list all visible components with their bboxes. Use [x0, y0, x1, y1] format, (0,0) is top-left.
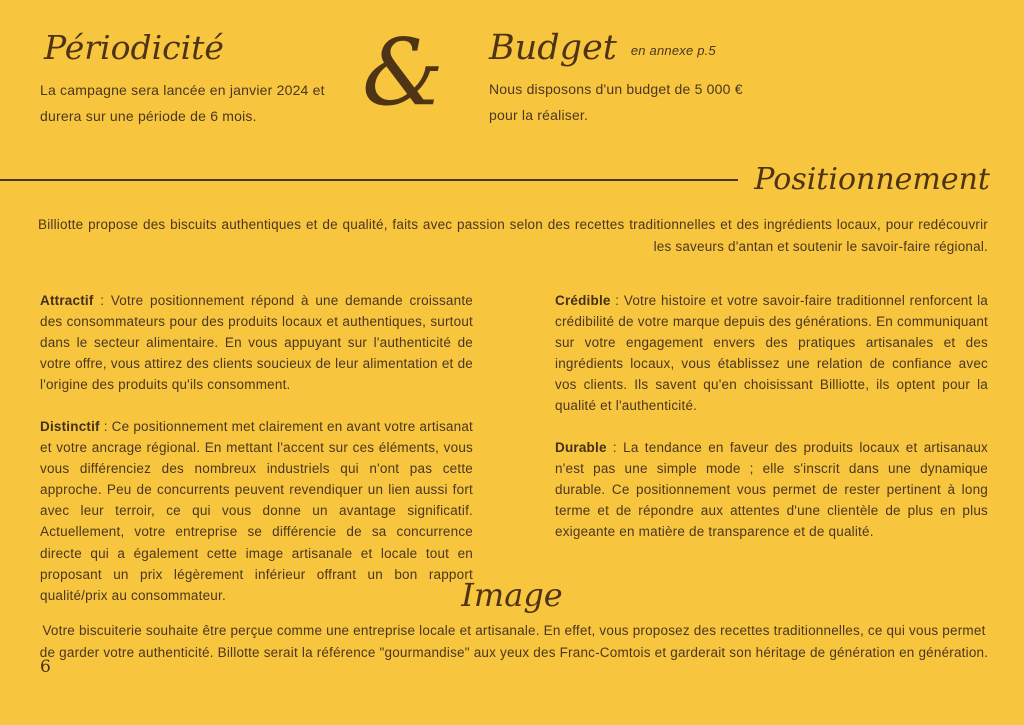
ampersand-glyph: &	[362, 19, 444, 126]
point-label: Durable	[555, 440, 607, 456]
point-text: : Votre histoire et votre savoir-faire traditionnel renforcent la crédibilité de votre marque depuis des générations. En communiquant sur votre engagement envers des pratiques artisanales et des ingrédients locaux, vous établissez une relation de confiance avec vos clients. Ils savent qu'en choisissant Billiotte, ils optent pour la qualité et l'authenticité.	[555, 293, 988, 414]
left-column	[40, 290, 473, 606]
page-number: 6	[40, 657, 51, 677]
positionnement-intro: Billiotte propose des biscuits authentiques et de qualité, faits avec passion selon des recettes traditionnelles et des ingrédients locaux, pour redécouvrir les saveurs d'antan et soutenir le savoir-faire régional.	[38, 217, 988, 255]
point-text: : La tendance en faveur des produits locaux et artisanaux n'est pas une simple mode ; elle s'inscrit dans une dynamique durable. Ce positionnement vous permet de rester pertinent à long terme et de répondre aux attentes d'une clientèle de plus en plus exigeante en matière de transparence et de qualité.	[555, 440, 988, 540]
budget-title: Budget	[489, 28, 617, 68]
image-body: Votre biscuiterie souhaite être perçue comme une entreprise locale et artisanale. En effet, vous proposez des recettes traditionnelles, ce qui vous permet de garder votre authenticité. Billotte serait la référence "gourmandise" aux yeux des Franc-Comtois et garderait son héritage de génération en génération.	[39, 623, 989, 660]
periodicite-section	[40, 30, 370, 130]
positionnement-columns	[40, 290, 988, 606]
divider-line	[0, 179, 738, 181]
point-durable	[555, 437, 988, 542]
periodicite-body: La campagne sera lancée en janvier 2024 et durera sur une période de 6 mois.	[40, 82, 325, 125]
image-title: Image	[461, 576, 563, 614]
point-attractif	[40, 290, 473, 395]
point-label: Attractif	[40, 293, 94, 308]
image-section	[0, 576, 1024, 664]
budget-body: Nous disposons d'un budget de 5 000 € pour la réaliser.	[489, 80, 743, 123]
positionnement-header	[0, 134, 990, 226]
positionnement-title: Positionnement	[754, 161, 990, 197]
budget-section	[489, 30, 909, 129]
point-text: : Votre positionnement répond à une demande croissante des consommateurs pour des produits locaux et authentiques, surtout dans le secteur alimentaire. En vous appuyant sur l'authenticité de votre offre, vous attirez des clients soucieux de leur alimentation et de l'origine des produits qu'ils consomment.	[40, 293, 473, 393]
point-text: : Ce positionnement met clairement en avant votre artisanat et votre ancrage régional. En mettant l'accent sur ces éléments, vous vous différenciez des nombreux industriels qui n'ont pas cette approche. Peu de concurrents peuvent revendiquer un lien aussi fort avec leur terroir, ce qui vous donne un avantage significatif. Actuellement, votre entreprise se différencie de sa concurrence directe qui a également cette image artisanale et locale tout en proposant un prix légèrement inférieur offrant un bon rapport qualité/prix au consommateur.	[40, 419, 473, 603]
budget-title-row	[489, 30, 909, 67]
periodicite-title: Périodicité	[44, 28, 224, 67]
right-column	[555, 290, 988, 606]
point-label: Distinctif	[40, 419, 100, 435]
point-label: Crédible	[555, 293, 611, 308]
budget-annex-note: en annexe p.5	[630, 42, 716, 58]
point-credible	[555, 290, 988, 416]
